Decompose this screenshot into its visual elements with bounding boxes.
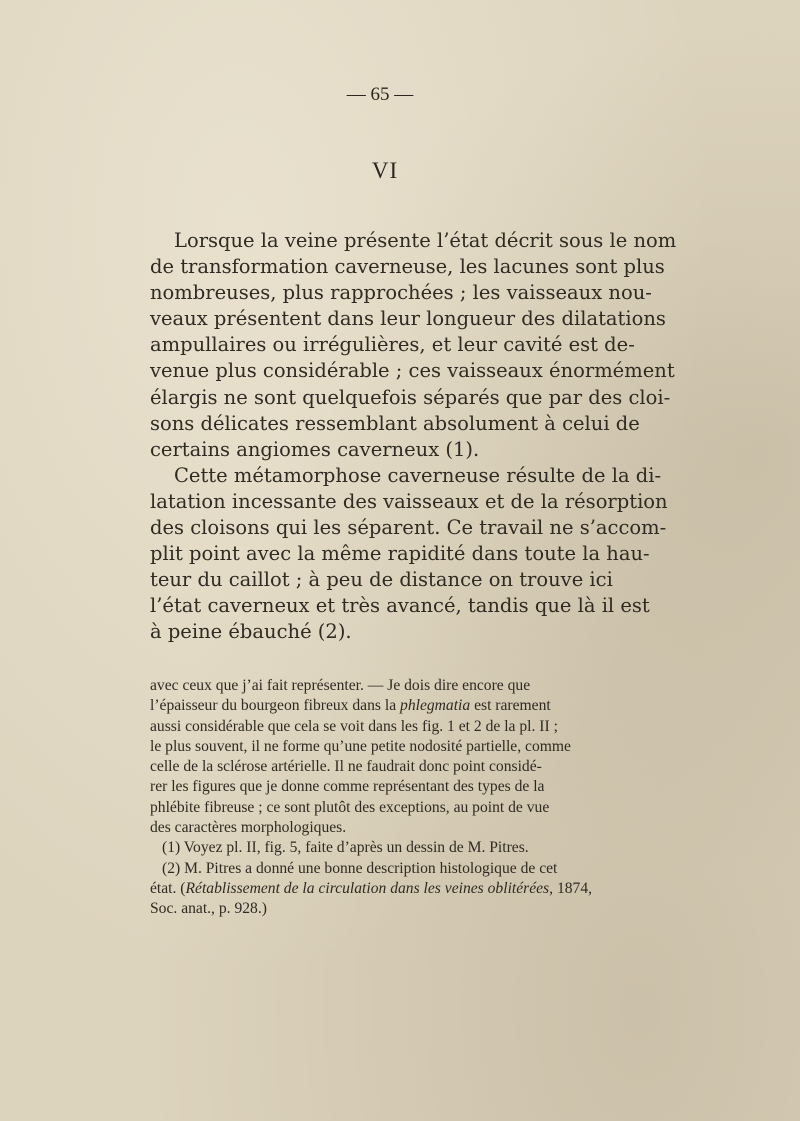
footnote-cited-title: Rétablissement de la circulation dans les veines oblitérées	[185, 879, 550, 897]
body-line: veaux présentent dans leur longueur des dilatations	[150, 307, 666, 331]
body-line: nombreuses, plus rapprochées ; les vaisseaux nou-	[150, 281, 652, 305]
footnote-emphasis: phlegmatia	[400, 697, 471, 715]
footnote-line: avec ceux que j’ai fait représenter. — Je dois dire encore que	[150, 677, 531, 694]
footnote-line: aussi considérable que cela se voit dans les fig. 1 et 2 de la pl. II ;	[150, 717, 558, 735]
body-line: l’état caverneux et très avancé, tandis que là il est	[150, 594, 650, 618]
body-line: plit point avec la même rapidité dans toute la hau-	[150, 542, 650, 566]
footnotes	[150, 676, 618, 920]
footnote-segment: , 1874,	[549, 879, 593, 897]
footnote-line: celle de la sclérose artérielle. Il ne faudrait donc point considé-	[150, 758, 542, 776]
body-line: sons délicates ressemblant absolument à celui de	[150, 411, 640, 435]
body-line: Cette métamorphose caverneuse résulte de la di-	[174, 463, 662, 487]
footnote-2: (2) M. Pitres a donné une bonne description histologique de cet	[162, 859, 558, 877]
footnote-line: des caractères morphologiques.	[150, 819, 347, 837]
body-line: Lorsque la veine présente l’état décrit sous le nom	[174, 229, 677, 252]
body-line: latation incessante des vaisseaux et de la résorption	[150, 489, 668, 513]
body-line: des cloisons qui les séparent. Ce travail ne s’accom-	[150, 516, 667, 540]
body-line: venue plus considérable ; ces vaisseaux énormément	[150, 359, 675, 383]
footnote-2-citation	[150, 879, 618, 899]
footnote-line: rer les figures que je donne comme représentant des types de la	[150, 778, 545, 796]
body-text	[150, 228, 677, 646]
body-line: de transformation caverneuse, les lacunes sont plus	[150, 255, 665, 279]
body-line: certains angiomes caverneux (1).	[150, 437, 480, 461]
section-heading: VI	[371, 158, 399, 183]
body-line: à peine ébauché (2).	[150, 620, 352, 644]
footnote-line: le plus souvent, il ne forme qu’une petite nodosité partielle, comme	[150, 737, 571, 755]
footnote-1: (1) Voyez pl. II, fig. 5, faite d’après un dessin de M. Pitres.	[162, 839, 529, 857]
body-line: teur du caillot ; à peu de distance on trouve ici	[150, 568, 613, 592]
page-number: — 65 —	[346, 84, 414, 105]
body-line: élargis ne sont quelquefois séparés que par des cloi-	[150, 385, 671, 409]
footnote-line: phlébite fibreuse ; ce sont plutôt des exceptions, au point de vue	[150, 798, 550, 816]
footnote-line	[150, 696, 618, 716]
body-line: ampullaires ou irrégulières, et leur cavité est de-	[150, 333, 635, 357]
footnote-segment: est rarement	[470, 697, 551, 715]
footnote-segment: l’épaisseur du bourgeon fibreux dans la	[150, 697, 401, 715]
footnote-segment: état. (	[150, 879, 186, 897]
footnote-2-source: Soc. anat., p. 928.)	[150, 900, 267, 918]
